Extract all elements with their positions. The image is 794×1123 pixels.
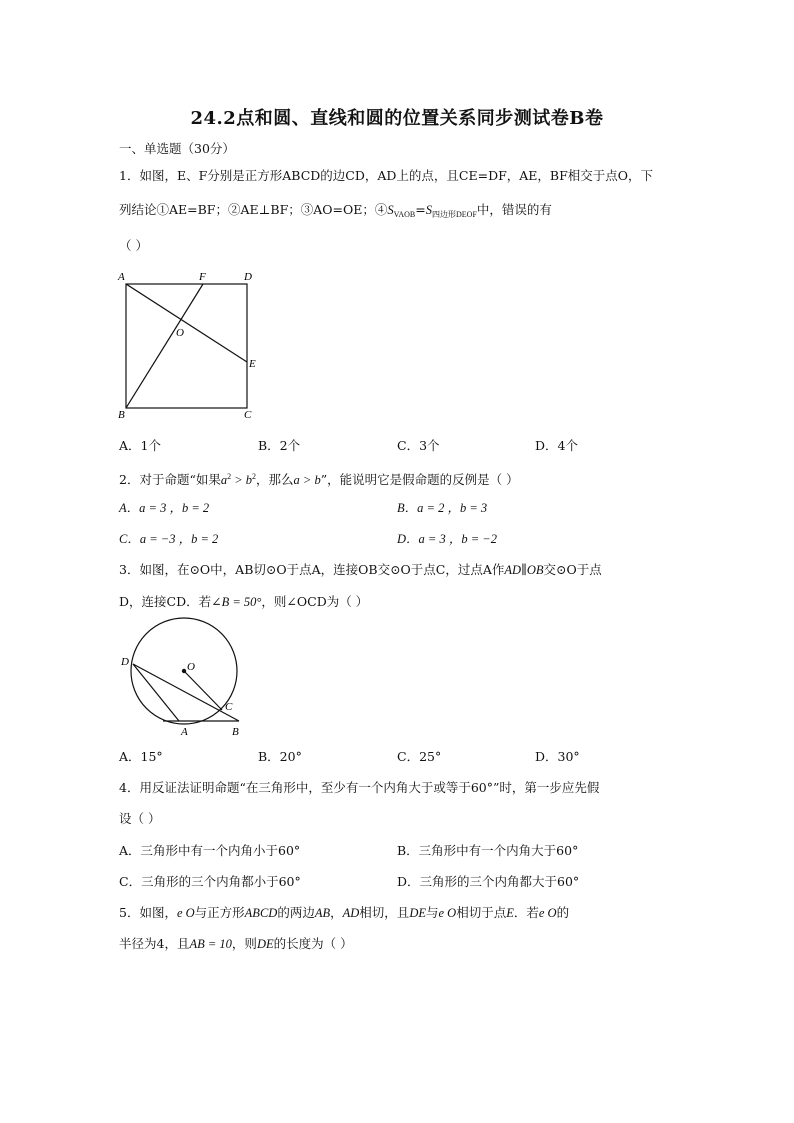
segment-ae: [126, 284, 247, 362]
q3-option-a[interactable]: A．15°: [119, 749, 163, 764]
q3-text-line1: 3．如图，在⊙O中，AB切⊙O于点A，连接OB交⊙O于点C，过点A作AD∥OB交⊙O于点: [119, 562, 602, 577]
q1-option-a[interactable]: A．1个: [119, 438, 161, 453]
q2-condition: $a^2 > b^2$: [220, 472, 257, 487]
q3-text-line2: D，连接CD．若∠B = 50°，则∠OCD为（ ）: [119, 594, 369, 609]
q4-option-a[interactable]: A．三角形中有一个内角小于60°: [119, 843, 301, 858]
label-c: C: [225, 701, 233, 713]
q2-conclusion: a > b: [293, 473, 321, 487]
q1-option-d[interactable]: D．4个: [535, 438, 578, 453]
label-b: B: [118, 409, 125, 421]
q5-text-line1: 5．如图，e O与正方形ABCD的两边AB，AD相切，且DE与e O相切于点E．若e O的: [119, 905, 570, 920]
q4-option-c[interactable]: C．三角形的三个内角都小于60°: [119, 874, 301, 889]
q2-option-c[interactable]: C．a = −3 ，b = 2: [119, 532, 219, 546]
q5-text-line2: 半径为4，且AB = 10，则DE的长度为（ ）: [119, 936, 353, 951]
label-o: O: [187, 661, 195, 673]
q4-text-line1: 4．用反证法证明命题“在三角形中，至少有一个内角大于或等于60°”时，第一步应先假: [119, 780, 600, 795]
q4-text-line2: 设（ ）: [119, 811, 161, 826]
q2-option-d[interactable]: D．a = 3 ，b = −2: [397, 532, 497, 546]
label-d: D: [244, 271, 252, 283]
segment-bf: [126, 284, 203, 408]
area-aob: $S_{VAOB}$: [387, 203, 416, 219]
q4-option-d[interactable]: D．三角形的三个内角都大于60°: [397, 874, 580, 889]
q2-option-b[interactable]: B．a = 2 ，b = 3: [397, 501, 488, 515]
q1-answer-bracket: （ ）: [119, 238, 148, 253]
q1-square-figure: [112, 266, 272, 422]
q3-circle-figure: [115, 615, 255, 739]
area-deof: $S_{四边形DEOF}$: [425, 203, 477, 219]
q1-text-line1: 1．如图，E、F分别是正方形ABCD的边CD，AD上的点，且CE=DF，AE，BF相交于点O，下: [119, 168, 654, 183]
q3-option-b[interactable]: B．20°: [258, 749, 302, 764]
q3-option-c[interactable]: C．25°: [397, 749, 442, 764]
label-f: F: [199, 271, 206, 283]
square-abcd: [126, 284, 247, 408]
q1-option-b[interactable]: B．2个: [258, 438, 301, 453]
q3-option-d[interactable]: D．30°: [535, 749, 580, 764]
segment-da: [133, 664, 179, 721]
label-a: A: [181, 726, 188, 738]
label-a: A: [118, 271, 125, 283]
q4-option-b[interactable]: B．三角形中有一个内角大于60°: [397, 843, 579, 858]
page-title: 24.2点和圆、直线和圆的位置关系同步测试卷B卷: [190, 108, 604, 129]
q2-text: 2．对于命题“如果$a^2 > b^2$，那么a > b”，能说明它是假命题的反例是（ ）: [119, 472, 519, 487]
segment-oc: [184, 671, 222, 710]
label-d: D: [121, 656, 129, 668]
q2-option-a[interactable]: A．a = 3 ，b = 2: [119, 501, 210, 515]
q1-text-line2: 列结论①AE=BF；②AE⊥BF；③AO=OE；$④S_{VAOB}=S_{四边形DEOF}$中，错误的有: [119, 202, 552, 219]
label-c: C: [244, 409, 252, 421]
label-e: E: [249, 358, 256, 370]
label-o: O: [176, 327, 184, 339]
q1-option-c[interactable]: C．3个: [397, 438, 440, 453]
label-b: B: [232, 726, 239, 738]
section-heading: 一、单选题（30分）: [119, 141, 235, 156]
